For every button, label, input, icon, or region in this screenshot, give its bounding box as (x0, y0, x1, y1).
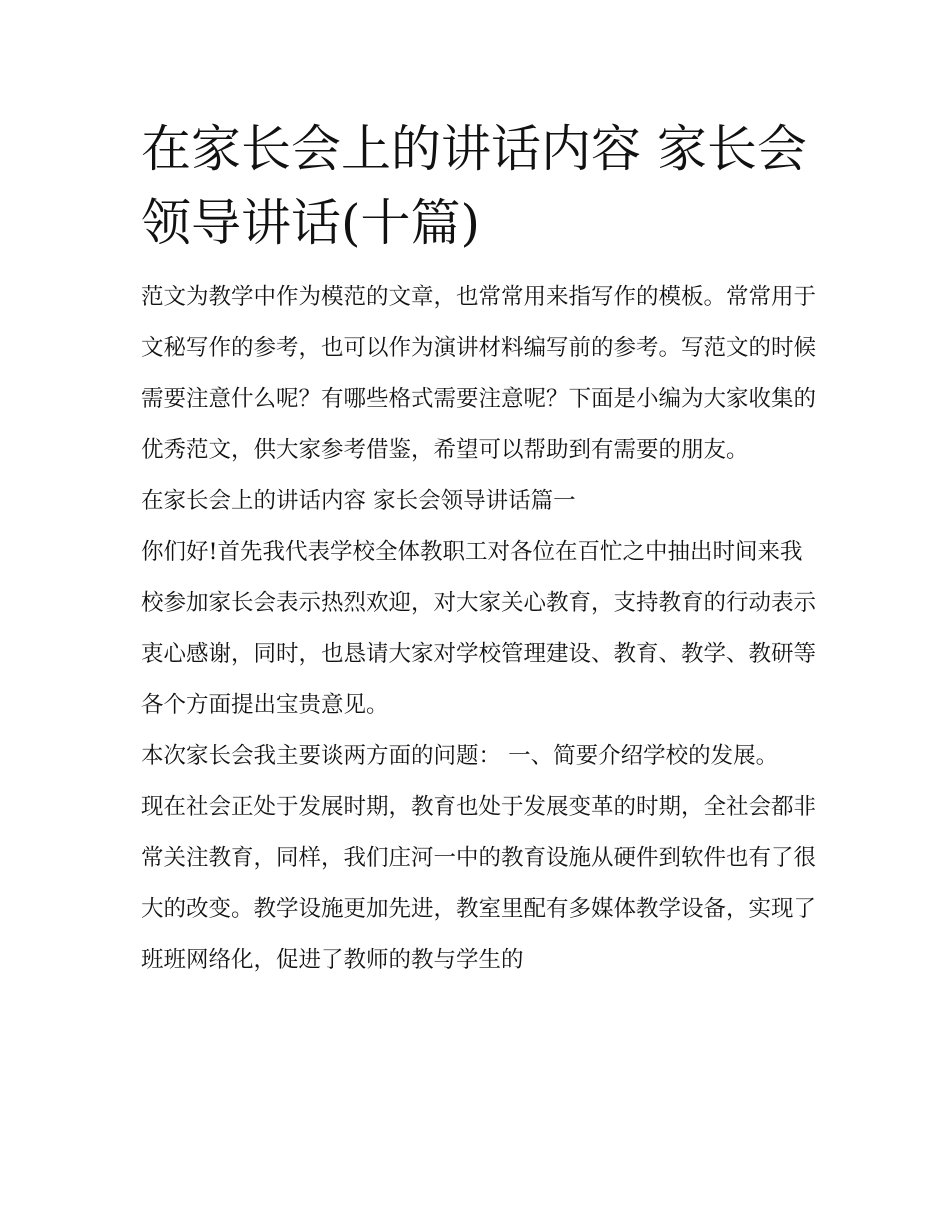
section-heading: 在家长会上的讲话内容 家长会领导讲话篇一 (141, 488, 576, 514)
document-body (141, 272, 816, 986)
intro-paragraph: 范文为教学中作为模范的文章，也常常用来指写作的模板。常常用于文秘写作的参考，也可以作为演讲材料编写前的参考。写范文的时候需要注意什么呢？有哪些格式需要注意呢？下面是小编为大家收集的优秀范文，供大家参考借鉴，希望可以帮助到有需要的朋友。 (141, 284, 817, 463)
development-paragraph: 现在社会正处于发展时期，教育也处于发展变革的时期，全社会都非常关注教育，同样，我们庄河一中的教育设施从硬件到软件也有了很大的改变。教学设施更加先进，教室里配有多媒体教学设备，实现了班班网络化，促进了教师的教与学生的 (141, 794, 817, 973)
document-page (141, 112, 816, 986)
greeting-paragraph: 你们好!首先我代表学校全体教职工对各位在百忙之中抽出时间来我校参加家长会表示热烈欢迎，对大家关心教育，支持教育的行动表示衷心感谢，同时，也恳请大家对学校管理建设、教育、教学、教研等各个方面提出宝贵意见。 (141, 539, 817, 718)
document-title: 在家长会上的讲话内容 家长会领导讲话(十篇) (141, 120, 807, 252)
topic-paragraph: 本次家长会我主要谈两方面的问题： 一、简要介绍学校的发展。 (141, 743, 779, 769)
